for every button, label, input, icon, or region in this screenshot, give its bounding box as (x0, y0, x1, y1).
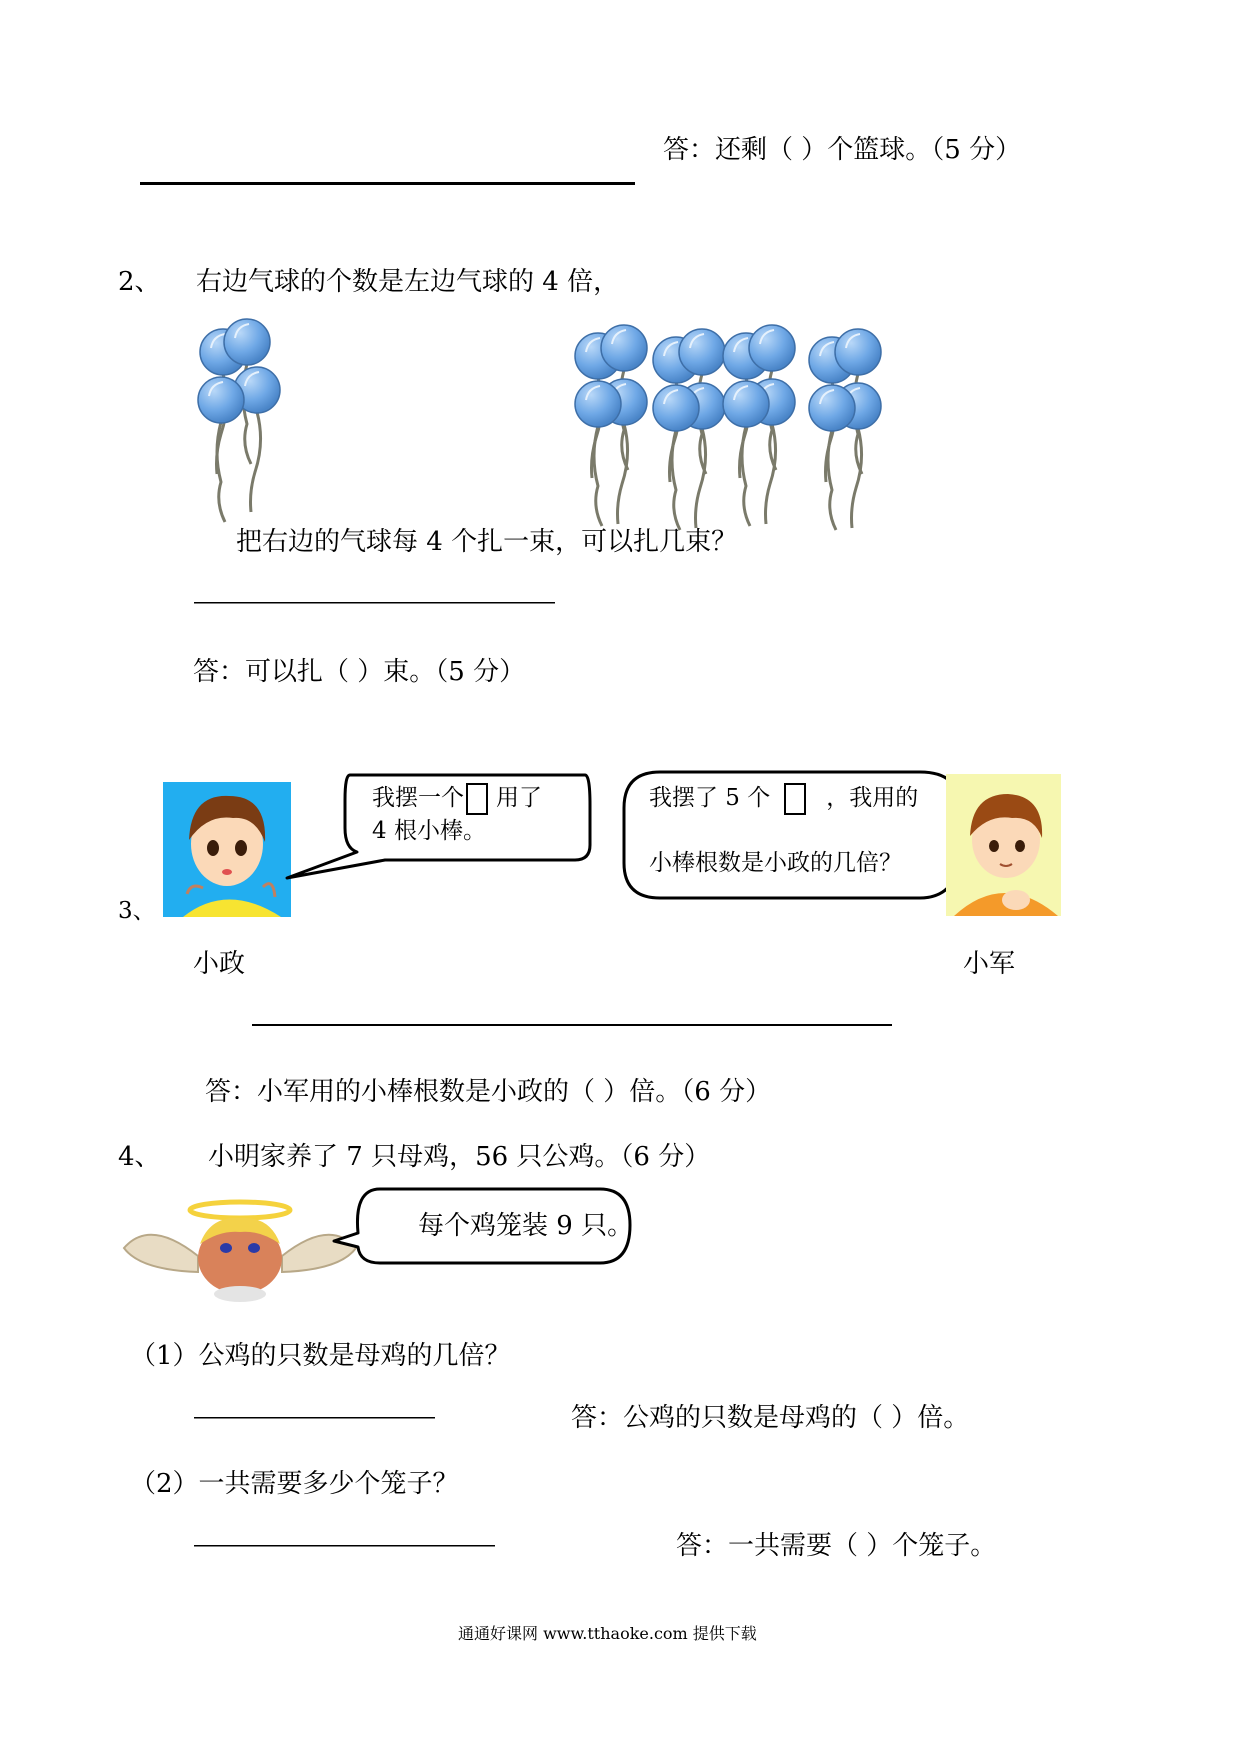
q1-answer-line (140, 182, 635, 185)
q4-sub2-dash-line: ——————————————— (193, 1532, 493, 1558)
q4-number: 4、 (118, 1142, 161, 1172)
q3-bubble-right-line2: 小棒根数是小政的几倍？ (649, 850, 902, 876)
balloon (809, 385, 855, 530)
footer-text: 通通好课网 www.tthaoke.com 提供下载 (458, 1624, 757, 1643)
q4-sub1-dash-line: ———————————— (193, 1404, 433, 1430)
q3-name-right: 小军 (963, 949, 1016, 979)
q3-bubble-right-line1 (649, 783, 918, 815)
balloon (575, 381, 621, 526)
q4-sub1-label: （1）公鸡的只数是母鸡的几倍？ (130, 1341, 511, 1371)
q3-number: 3、 (118, 898, 156, 924)
q3-bubble-left-line1 (372, 783, 542, 815)
q3-name-left: 小政 (193, 949, 246, 979)
right-balloons-illustration (570, 320, 890, 495)
balloon (723, 381, 769, 526)
square-icon (784, 783, 806, 815)
q2-answer: 答：可以扎（ ）束。（5 分） (193, 657, 526, 687)
q3-bubble-left-b: 用了 (496, 785, 542, 811)
q3-bubble-right-a: 我摆了 5 个 (649, 785, 771, 811)
q3-bubble-left-a: 我摆一个 (372, 785, 464, 811)
balloon (653, 385, 699, 530)
q3-bubble-left-line2: 4 根小棒。 (372, 818, 486, 844)
q2-prompt: 右边气球的个数是左边气球的 4 倍， (196, 267, 620, 297)
q3-answer: 答：小军用的小棒根数是小政的（ ）倍。（6 分） (205, 1077, 772, 1107)
q2-question: 把右边的气球每 4 个扎一束，可以扎几束？ (236, 527, 738, 557)
q1-answer: 答：还剩（ ）个篮球。（5 分） (663, 135, 1022, 165)
square-icon (466, 783, 488, 815)
q4-sub2-label: （2）一共需要多少个笼子？ (130, 1469, 459, 1499)
q3-answer-line (252, 1024, 892, 1026)
left-balloons-illustration (195, 320, 305, 495)
q4-prompt: 小明家养了 7 只母鸡，56 只公鸡。（6 分） (208, 1142, 711, 1172)
xiaozheng-portrait (163, 782, 291, 917)
q3-bubble-right-b: ，我用的 (826, 785, 919, 811)
q4-bubble-text: 每个鸡笼装 9 只。 (418, 1211, 634, 1241)
balloon (198, 377, 244, 522)
q4-sub2-answer: 答：一共需要（ ）个笼子。 (676, 1531, 997, 1561)
angel-illustration (120, 1198, 360, 1308)
q2-dash-line: —————————————————— (193, 589, 553, 615)
q4-sub1-answer: 答：公鸡的只数是母鸡的（ ）倍。 (571, 1403, 970, 1433)
xiaojun-portrait (946, 774, 1061, 916)
q2-number: 2、 (118, 267, 161, 297)
